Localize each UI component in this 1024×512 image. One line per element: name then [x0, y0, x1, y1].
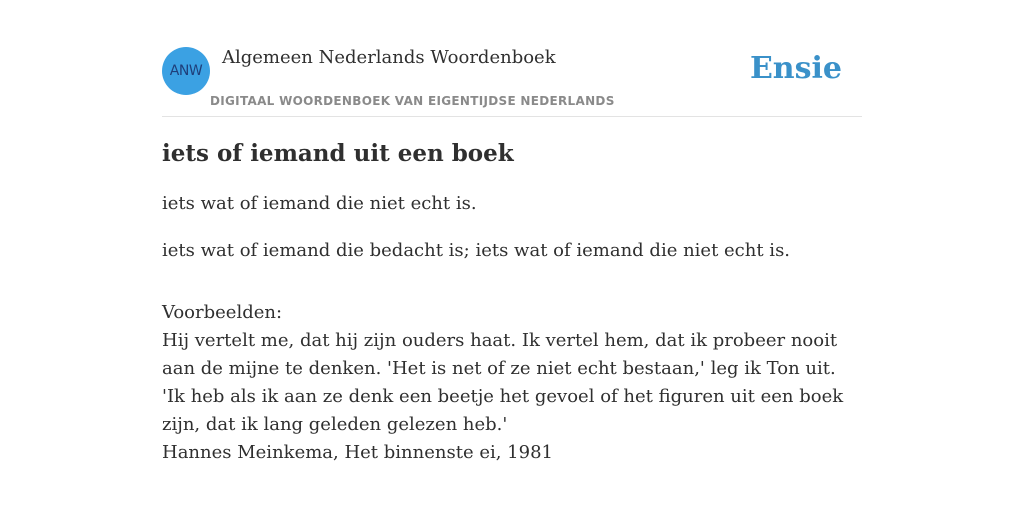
- dictionary-subtitle: DIGITAAL WOORDENBOEK VAN EIGENTIJDSE NEDERLANDS: [210, 94, 615, 108]
- definition-2: iets wat of iemand die bedacht is; iets wat of iemand die niet echt is.: [162, 240, 791, 261]
- example-source: Hannes Meinkema, Het binnenste ei, 1981: [162, 442, 553, 463]
- dictionary-title[interactable]: Algemeen Nederlands Woordenboek: [222, 47, 556, 68]
- examples-section: [162, 299, 862, 467]
- page-header: [162, 44, 862, 117]
- definition-1: iets wat of iemand die niet echt is.: [162, 193, 477, 214]
- logo-text: ANW: [169, 63, 203, 79]
- anw-logo[interactable]: [162, 47, 210, 95]
- examples-label: Voorbeelden:: [162, 302, 283, 323]
- entry-content: [162, 140, 862, 467]
- ensie-brand-logo[interactable]: Ensie: [749, 51, 842, 86]
- entry-term: iets of iemand uit een boek: [162, 140, 514, 167]
- example-quote: Hij vertelt me, dat hij zijn ouders haat. Ik vertel hem, dat ik probeer nooit aan de mijne te denken. 'Het is net of ze niet echt bestaan,' leg ik Ton uit. 'Ik heb als ik aan ze denk een beetje het gevoel of het figuren uit een boek zijn, dat ik lang geleden gelezen heb.': [162, 330, 844, 435]
